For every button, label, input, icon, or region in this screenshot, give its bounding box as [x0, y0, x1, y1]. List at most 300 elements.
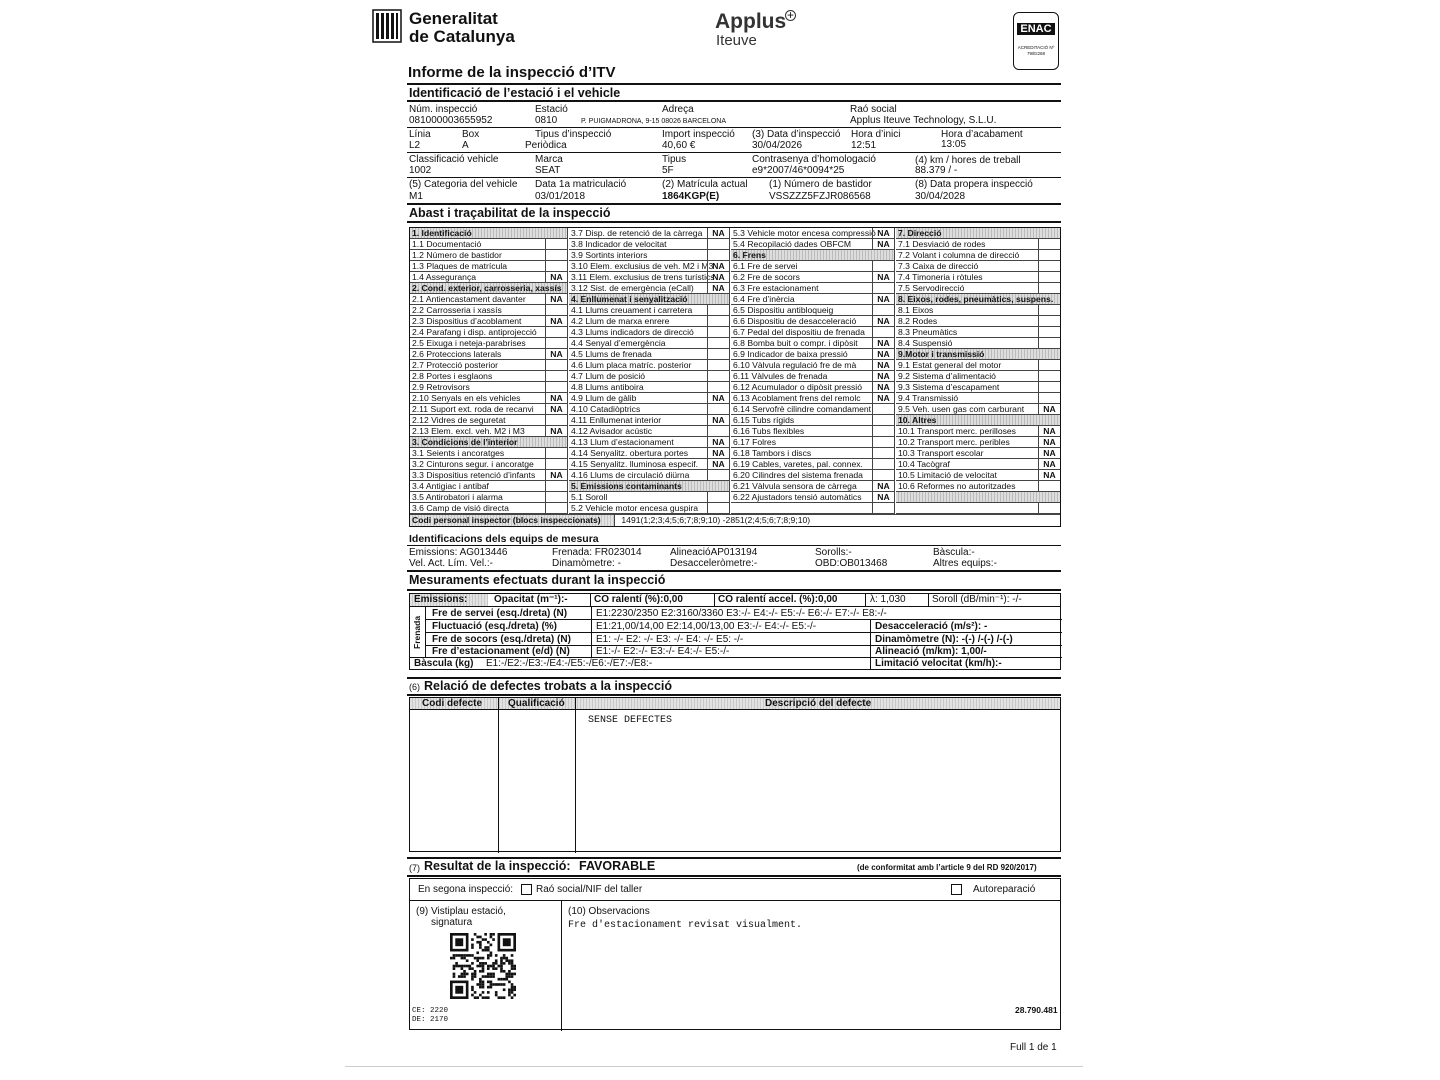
- abast-item-label: 4.16 Llums de circulació diürna: [571, 470, 690, 480]
- abast-item-label: 3.10 Elem. exclusius de veh. M2 i M3: [571, 261, 714, 271]
- lambda-value: λ: 1,030: [870, 594, 906, 605]
- tipus-inspeccio-label: Tipus d’inspecció: [535, 129, 612, 140]
- abast-na-cell: [1038, 503, 1060, 514]
- abast-item-label: 9.1 Estat general del motor: [898, 360, 1002, 370]
- abast-row: [410, 283, 567, 294]
- abast-item-label: 2.6 Proteccions laterals: [412, 349, 502, 359]
- abast-item-label: 2.4 Parafang i disp. antiprojecció: [412, 327, 537, 337]
- abast-na-cell: [707, 316, 729, 327]
- abast-na-cell: NA: [707, 459, 729, 470]
- abast-item-label: 4.3 Llums indicadors de direcció: [571, 327, 694, 337]
- import-label: Import inspecció: [662, 129, 735, 140]
- contrasenya-label: Contrasenya d’homologació: [752, 154, 876, 165]
- data-inspeccio-label: (3) Data d’inspecció: [752, 129, 841, 140]
- abast-na-cell: [707, 239, 729, 250]
- box-label: Box: [462, 129, 480, 140]
- resultat-box: [409, 878, 1061, 1030]
- abast-item-label: 6.20 Cilindres del sistema frenada: [733, 470, 863, 480]
- abast-row: [569, 272, 729, 283]
- abast-na-cell: [545, 261, 567, 272]
- abast-row: [896, 459, 1060, 470]
- defectes-section-prefix: (6): [409, 682, 420, 692]
- abast-row: [731, 382, 894, 393]
- abast-item-label: 6.9 Indicador de baixa pressió: [733, 349, 848, 359]
- abast-na-cell: NA: [707, 261, 729, 272]
- abast-row: [731, 228, 894, 239]
- abast-row: [896, 426, 1060, 437]
- abast-item-label: 3.6 Camp de visió directa: [412, 503, 509, 513]
- applus-logo: [715, 10, 805, 50]
- abast-item-label: 2.3 Dispositius d’acoblament: [412, 316, 522, 326]
- ce-value: CE: 2220: [412, 1007, 449, 1015]
- col-codi-defecte: Codi defecte: [422, 698, 483, 709]
- abast-row: [896, 371, 1060, 382]
- fre-estacionament-label: Fre d’estacionament (e/d) (N): [432, 646, 570, 657]
- abast-na-cell: [545, 481, 567, 492]
- abast-na-cell: NA: [872, 338, 894, 349]
- abast-na-cell: NA: [872, 481, 894, 492]
- linia-value: L2: [409, 140, 421, 151]
- abast-na-cell: [707, 349, 729, 360]
- abast-item-label: 3.4 Antigiac i antibaf: [412, 481, 489, 491]
- abast-row: [896, 415, 1060, 426]
- abast-row: [731, 305, 894, 316]
- abast-item-label: 4. Enllumenat i senyalització: [571, 294, 688, 304]
- abast-row: [896, 283, 1060, 294]
- abast-na-cell: [707, 338, 729, 349]
- abast-na-cell: [1038, 371, 1060, 382]
- co-ralenti-value: CO ralentí (%):0,00: [594, 594, 683, 605]
- abast-row: [896, 404, 1060, 415]
- abast-na-cell: NA: [707, 415, 729, 426]
- abast-row: [569, 426, 729, 437]
- abast-item-label: 9.Motor i transmissió: [898, 349, 985, 359]
- abast-item-label: 1.1 Documentació: [412, 239, 482, 249]
- abast-na-cell: [1038, 316, 1060, 327]
- abast-section-title: Abast i traçabilitat de la inspecció: [409, 206, 611, 220]
- abast-na-cell: [1038, 261, 1060, 272]
- abast-row: [569, 360, 729, 371]
- abast-item-label: 6.2 Fre de socors: [733, 272, 800, 282]
- abast-row: [731, 393, 894, 404]
- abast-na-cell: [1038, 272, 1060, 283]
- abast-item-label: 10.5 Limitació de velocitat: [898, 470, 997, 480]
- abast-na-cell: [872, 503, 894, 514]
- abast-row: [731, 503, 894, 514]
- abast-item-label: 10.4 Tacògraf: [898, 459, 950, 469]
- abast-item-label: 4.7 Llum de posició: [571, 371, 646, 381]
- abast-na-cell: NA: [707, 437, 729, 448]
- abast-na-cell: NA: [1038, 404, 1060, 415]
- abast-row: [569, 437, 729, 448]
- abast-row: [731, 250, 894, 261]
- abast-na-cell: NA: [872, 492, 894, 503]
- abast-item-label: 2.11 Suport ext. roda de recanvi: [412, 404, 534, 414]
- abast-item-label: 4.9 Llum de gàlib: [571, 393, 637, 403]
- equip-value: AlineacióAP013194: [670, 547, 758, 558]
- abast-item-label: 4.11 Enllumenat interior: [571, 415, 662, 425]
- abast-row: [896, 492, 1060, 503]
- abast-row: [896, 250, 1060, 261]
- abast-item-label: 1. Identificació: [412, 228, 472, 238]
- fluctuacio-label: Fluctuació (esq./dreta) (%): [432, 621, 558, 632]
- abast-na-cell: NA: [707, 228, 729, 239]
- frenada-label: Frenada: [412, 615, 422, 649]
- abast-row: [896, 360, 1060, 371]
- abast-item-label: 5. Emissions contaminants: [571, 481, 682, 491]
- num-inspeccio-label: Núm. inspecció: [409, 104, 478, 115]
- equip-value: Vel. Act. Lím. Vel.:-: [409, 558, 493, 569]
- matricula-label: (2) Matrícula actual: [662, 179, 748, 190]
- inspection-report-page: [345, 0, 1083, 1080]
- data-inspeccio-value: 30/04/2026: [752, 140, 803, 151]
- abast-row: [569, 503, 729, 514]
- abast-item-label: 2.8 Portes i esglaons: [412, 371, 493, 381]
- codi-inspector-label: Codi personal inspector (blocs inspeccionats): [410, 515, 615, 526]
- abast-na-cell: [707, 327, 729, 338]
- abast-na-cell: NA: [872, 382, 894, 393]
- abast-item-label: 7.4 Timoneria i ròtules: [898, 272, 983, 282]
- abast-row: [410, 228, 567, 239]
- abast-item-label: 5.2 Vehicle motor encesa guspira: [571, 503, 699, 513]
- vistiplau-line1: (9) Vistiplau estació,: [416, 906, 506, 917]
- abast-na-cell: NA: [872, 239, 894, 250]
- enac-label: ENAC: [1017, 23, 1055, 35]
- abast-item-label: 3.11 Elem. exclusius de trens turístics: [571, 272, 715, 282]
- abast-na-cell: [872, 437, 894, 448]
- abast-row: [731, 404, 894, 415]
- abast-row: [410, 382, 567, 393]
- bastidor-value: VSSZZZ5FZJR086568: [769, 191, 871, 202]
- abast-na-cell: [872, 327, 894, 338]
- equip-value: Bàscula:-: [933, 547, 975, 558]
- abast-item-label: 8.1 Eixos: [898, 305, 934, 315]
- abast-na-cell: NA: [545, 272, 567, 283]
- abast-item-label: 9.3 Sistema d’escapament: [898, 382, 1000, 392]
- segona-inspeccio-row: [410, 879, 1060, 901]
- generalitat-emblem-icon: [372, 9, 402, 43]
- abast-row: [569, 393, 729, 404]
- abast-item-label: 4.13 Llum d’estacionament: [571, 437, 674, 447]
- page-number: Full 1 de 1: [1010, 1042, 1057, 1053]
- abast-row: [896, 503, 1060, 514]
- abast-na-cell: [545, 459, 567, 470]
- abast-item-label: 8. Eixos, rodes, pneumàtics, suspens.: [898, 294, 1054, 304]
- abast-row: [731, 327, 894, 338]
- abast-item-label: 6.4 Fre d’inèrcia: [733, 294, 795, 304]
- abast-row: [896, 481, 1060, 492]
- abast-na-cell: [872, 426, 894, 437]
- abast-column-2: [569, 228, 729, 514]
- abast-na-cell: NA: [1038, 426, 1060, 437]
- bastidor-label: (1) Número de bastidor: [769, 179, 872, 190]
- abast-item-label: 10.6 Reformes no autoritzades: [898, 481, 1016, 491]
- equip-value: Frenada: FR023014: [552, 547, 642, 558]
- tipus-value: 5F: [662, 165, 674, 176]
- abast-item-label: 3.12 Sist. de emergència (eCall): [571, 283, 694, 293]
- hora-acabament-label: Hora d’acabament: [941, 129, 1023, 140]
- taller-checkbox[interactable]: [521, 884, 532, 895]
- abast-column-1: [410, 228, 567, 514]
- abast-row: [731, 371, 894, 382]
- abast-na-cell: NA: [707, 448, 729, 459]
- mesures-section-title: Mesuraments efectuats durant la inspecció: [409, 573, 666, 587]
- abast-row: [569, 371, 729, 382]
- co-accel-value: CO ralentí accel. (%):0,00: [718, 594, 838, 605]
- abast-row: [731, 261, 894, 272]
- abast-item-label: 3.1 Seients i ancoratges: [412, 448, 505, 458]
- abast-row: [896, 228, 1060, 239]
- abast-na-cell: [545, 250, 567, 261]
- abast-na-cell: [872, 459, 894, 470]
- abast-row: [896, 393, 1060, 404]
- abast-item-label: 4.1 Llums creuament i carretera: [571, 305, 693, 315]
- abast-item-label: 6.19 Cables, varetes, pal. connex.: [733, 459, 863, 469]
- abast-item-label: 6.10 Vàlvula regulació fre de mà: [733, 360, 857, 370]
- segona-inspeccio-label: En segona inspecció:: [418, 884, 514, 895]
- abast-na-cell: [545, 415, 567, 426]
- tipus-inspeccio-value: Periòdica: [525, 140, 567, 151]
- abast-table: [409, 227, 1061, 527]
- abast-row: [410, 371, 567, 382]
- abast-item-label: 5.1 Soroll: [571, 492, 608, 502]
- abast-row: [896, 349, 1060, 360]
- abast-na-cell: [1038, 305, 1060, 316]
- ident-section-title: Identificació de l’estació i el vehicle: [409, 86, 621, 100]
- abast-item-label: 6.3 Fre estacionament: [733, 283, 819, 293]
- abast-item-label: 6.1 Fre de servei: [733, 261, 798, 271]
- abast-row: [896, 305, 1060, 316]
- abast-row: [410, 360, 567, 371]
- observacions-text: Fre d'estacionament revisat visualment.: [568, 920, 803, 931]
- abast-item-label: 6.7 Pedal del dispositiu de frenada: [733, 327, 865, 337]
- abast-item-label: 6.18 Tambors i discs: [733, 448, 812, 458]
- fre-socors-label: Fre de socors (esq./dreta) (N): [432, 634, 571, 645]
- abast-item-label: 2.10 Senyals en els vehicles: [412, 393, 521, 403]
- abast-row: [896, 327, 1060, 338]
- soroll-value: Soroll (dB/min⁻¹): -/-: [932, 594, 1022, 605]
- abast-item-label: 5.4 Recopilació dades OBFCM: [733, 239, 851, 249]
- equip-value: Desacceleròmetre:-: [670, 558, 758, 569]
- matricula-value: 1864KGP(E): [662, 191, 720, 202]
- desacceleracio-value: Desacceleració (m/s²): -: [875, 621, 988, 632]
- dinamometre-value: Dinamòmetre (N): -(-) /-(-) /-(-): [875, 634, 1013, 645]
- abast-na-cell: [545, 338, 567, 349]
- abast-item-label: 6.16 Tubs flexibles: [733, 426, 805, 436]
- abast-item-label: 10.1 Transport merc. perilloses: [898, 426, 1016, 436]
- abast-item-label: 7.2 Volant i columna de direcció: [898, 250, 1020, 260]
- abast-item-label: 10.3 Transport escolar: [898, 448, 984, 458]
- abast-row: [569, 327, 729, 338]
- abast-row: [410, 426, 567, 437]
- abast-item-label: 9.5 Veh. usen gas com carburant: [898, 404, 1025, 414]
- abast-na-cell: [707, 404, 729, 415]
- fre-socors-value: E1: -/- E2: -/- E3: -/- E4: -/- E5: -/-: [596, 634, 744, 645]
- applus-plus-icon: +: [786, 8, 794, 22]
- generalitat-logo: [372, 8, 542, 48]
- abast-item-label: 4.8 Llums antiboira: [571, 382, 644, 392]
- abast-row: [410, 239, 567, 250]
- abast-item-label: 3.2 Cinturons segur. i ancoratge: [412, 459, 534, 469]
- abast-na-cell: [707, 250, 729, 261]
- abast-item-label: 4.14 Senyalitz. obertura portes: [571, 448, 689, 458]
- abast-row: [731, 272, 894, 283]
- applus-name: Applus: [715, 10, 787, 33]
- abast-na-cell: NA: [872, 294, 894, 305]
- equip-value: Altres equips:-: [933, 558, 997, 569]
- abast-na-cell: NA: [707, 393, 729, 404]
- abast-na-cell: NA: [872, 316, 894, 327]
- codi-inspector-value: 1491(1;2;3;4;5;6;7;8;9;10) -2851(2;4;5;6;7;8;9;10): [621, 515, 811, 525]
- adreca-value: P. PUIGMADRONA, 9-15 08026 BARCELONA: [581, 118, 726, 125]
- abast-row: [410, 448, 567, 459]
- abast-na-cell: [707, 382, 729, 393]
- abast-na-cell: [545, 360, 567, 371]
- page-title: Informe de la inspecció d’ITV: [408, 64, 616, 81]
- defectes-text: SENSE DEFECTES: [588, 715, 673, 726]
- abast-item-label: 6.15 Tubs rígids: [733, 415, 795, 425]
- estacio-value: 0810: [535, 115, 558, 126]
- abast-na-cell: [1038, 481, 1060, 492]
- vistiplau-line2: signatura: [431, 917, 473, 928]
- abast-na-cell: NA: [545, 393, 567, 404]
- abast-item-label: 6.17 Folres: [733, 437, 776, 447]
- abast-na-cell: [707, 503, 729, 514]
- abast-row: [410, 316, 567, 327]
- enac-badge: [1013, 12, 1059, 70]
- abast-row: [410, 492, 567, 503]
- generalitat-line1: Generalitat: [409, 9, 498, 28]
- abast-row: [569, 404, 729, 415]
- equip-value: Emissions: AG013446: [409, 547, 508, 558]
- abast-item-label: 9.4 Transmissió: [898, 393, 959, 403]
- resultat-note: (de conformitat amb l’article 9 del RD 920/2017): [857, 863, 1037, 872]
- contrasenya-value: e9*2007/46*0094*25: [752, 165, 845, 176]
- abast-row: [896, 316, 1060, 327]
- abast-row: [410, 481, 567, 492]
- hora-inici-label: Hora d’inici: [851, 129, 901, 140]
- abast-na-cell: [1038, 393, 1060, 404]
- equip-value: Dinamòmetre: -: [552, 558, 621, 569]
- abast-item-label: 8.3 Pneumàtics: [898, 327, 958, 337]
- hora-inici-value: 12:51: [851, 140, 877, 151]
- abast-item-label: 6.12 Acumulador o dipòsit pressió: [733, 382, 862, 392]
- abast-item-label: 7.1 Desviació de rodes: [898, 239, 986, 249]
- abast-item-label: 2.13 Elem. excl. veh. M2 i M3: [412, 426, 525, 436]
- tipus-label: Tipus: [662, 154, 687, 165]
- abast-row: [410, 404, 567, 415]
- abast-column-3: [731, 228, 894, 514]
- abast-item-label: 1.4 Assegurança: [412, 272, 477, 282]
- abast-row: [410, 459, 567, 470]
- abast-row: [410, 437, 567, 448]
- abast-na-cell: NA: [872, 360, 894, 371]
- rao-social-value: Applus Iteuve Technology, S.L.U.: [850, 115, 997, 126]
- adreca-label: Adreça: [662, 104, 694, 115]
- fre-servei-label: Fre de servei (esq./dreta) (N): [432, 608, 568, 619]
- emissions-label: Emissions:: [410, 594, 488, 606]
- data-matriculacio-value: 03/01/2018: [535, 191, 586, 202]
- abast-na-cell: [545, 448, 567, 459]
- abast-item-label: 8.2 Rodes: [898, 316, 938, 326]
- abast-row: [731, 283, 894, 294]
- abast-item-label: 5.3 Vehicle motor encesa compressió: [733, 228, 876, 238]
- abast-na-cell: NA: [545, 316, 567, 327]
- abast-item-label: 2.9 Retrovisors: [412, 382, 470, 392]
- frenada-vertical-label: [410, 607, 426, 657]
- abast-na-cell: [707, 470, 729, 481]
- abast-na-cell: NA: [545, 470, 567, 481]
- abast-na-cell: [707, 360, 729, 371]
- propera-inspeccio-label: (8) Data propera inspecció: [915, 179, 1033, 190]
- abast-item-label: 6.22 Ajustadors tensió automàtics: [733, 492, 862, 502]
- num-inspeccio-value: 081000003655952: [409, 115, 493, 126]
- abast-na-cell: [872, 448, 894, 459]
- box-value: A: [462, 140, 469, 151]
- abast-na-cell: [707, 305, 729, 316]
- abast-na-cell: [707, 371, 729, 382]
- abast-na-cell: NA: [707, 272, 729, 283]
- abast-row: [410, 349, 567, 360]
- abast-item-label: 4.10 Catadiòptrics: [571, 404, 641, 414]
- limitacio-value: Limitació velocitat (km/h):-: [875, 658, 1002, 669]
- abast-na-cell: [1038, 327, 1060, 338]
- categoria-label: (5) Categoria del vehicle: [409, 179, 518, 190]
- abast-na-cell: NA: [872, 349, 894, 360]
- generalitat-line2: de Catalunya: [409, 27, 515, 46]
- abast-na-cell: NA: [872, 371, 894, 382]
- propera-inspeccio-value: 30/04/2028: [915, 191, 966, 202]
- estacio-label: Estació: [535, 104, 568, 115]
- abast-row: [731, 492, 894, 503]
- abast-row: [410, 470, 567, 481]
- autoreparacio-checkbox[interactable]: [951, 884, 962, 895]
- qr-code-icon: [450, 933, 516, 999]
- abast-item-label: 1.2 Número de bastidor: [412, 250, 502, 260]
- col-qualificacio: Qualificació: [508, 698, 565, 709]
- abast-na-cell: NA: [545, 294, 567, 305]
- abast-row: [569, 294, 729, 305]
- abast-na-cell: [1038, 338, 1060, 349]
- abast-item-label: 7.3 Caixa de direcció: [898, 261, 979, 271]
- classificacio-label: Classificació vehicle: [409, 154, 499, 165]
- abast-item-label: 4.6 Llum placa matríc. posterior: [571, 360, 692, 370]
- abast-row: [731, 239, 894, 250]
- abast-row: [569, 261, 729, 272]
- abast-na-cell: NA: [872, 272, 894, 283]
- linia-label: Línia: [409, 129, 431, 140]
- hora-acabament-value: 13:05: [941, 139, 967, 150]
- abast-item-label: 6.14 Servofrè cilindre comandament: [733, 404, 872, 414]
- abast-na-cell: [545, 503, 567, 514]
- abast-row: [410, 415, 567, 426]
- abast-row: [569, 448, 729, 459]
- abast-na-cell: [707, 492, 729, 503]
- abast-row: [896, 272, 1060, 283]
- abast-row: [410, 503, 567, 514]
- km-label: (4) km / hores de treball: [915, 155, 1021, 166]
- abast-na-cell: NA: [1038, 437, 1060, 448]
- abast-na-cell: [545, 305, 567, 316]
- abast-na-cell: NA: [1038, 470, 1060, 481]
- abast-row: [896, 437, 1060, 448]
- codi-inspector-row: [410, 514, 1060, 526]
- fre-servei-value: E1:2230/2350 E2:3160/3360 E3:-/- E4:-/- E5:-/- E6:-/- E7:-/- E8:-/-: [596, 608, 887, 619]
- abast-row: [569, 415, 729, 426]
- abast-row: [569, 316, 729, 327]
- abast-row: [569, 338, 729, 349]
- resultat-label: Resultat de la inspecció:: [424, 859, 571, 873]
